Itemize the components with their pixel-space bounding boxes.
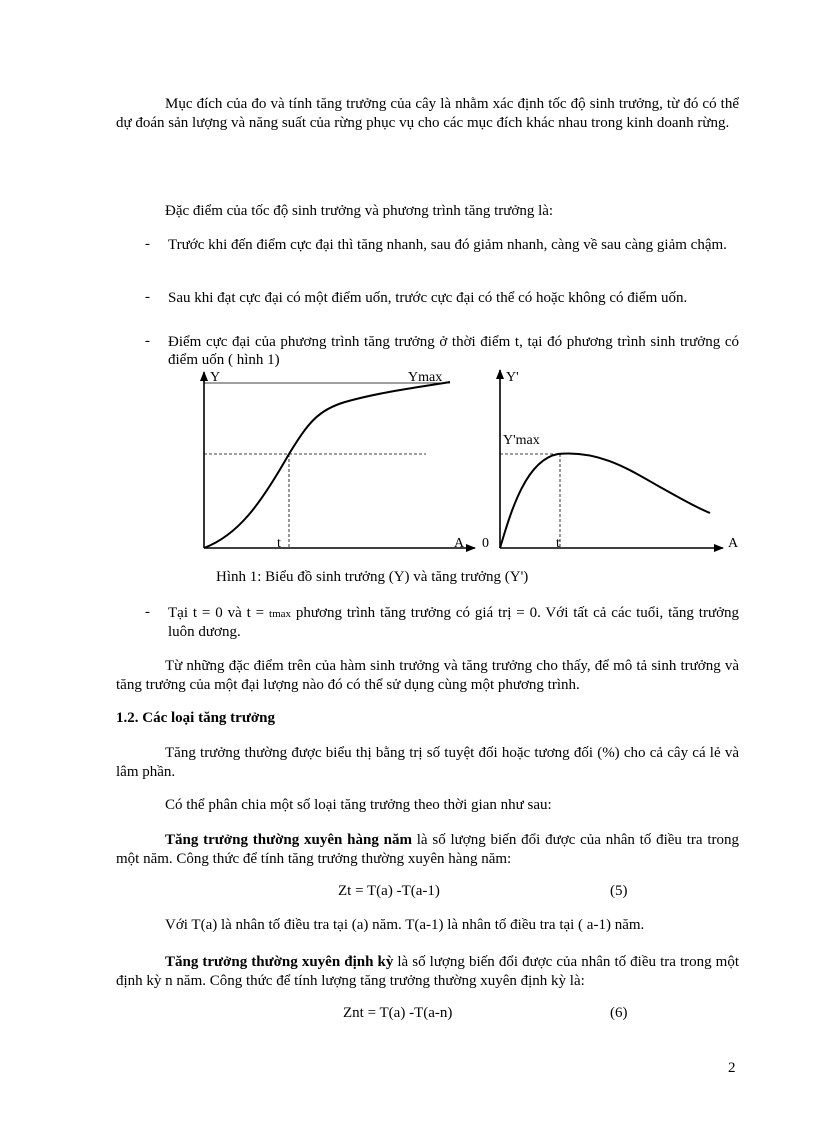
bullet-4 [168,604,739,641]
growth-figure [180,365,760,560]
bullet-dash-3: - [145,333,150,349]
periodic-term: Tăng trưởng thường xuyên định kỳ [165,954,394,970]
left-ymax-label: Ymax [408,370,443,385]
tmax-term: tmax [269,608,292,620]
periodic-paragraph [116,953,739,991]
left-y-label: Y [210,370,221,385]
increment-curve [500,453,710,548]
bullet-4-pre: Tại t = 0 và t = [168,605,270,621]
annual-paragraph [116,831,739,869]
intro-paragraph: Mục đích của đo và tính tăng trưởng của cây là nhằm xác định tốc độ sinh trưởng, từ đó có thể dự đoán sản lượng và năng suất của rừng phục vụ cho các mục đích khác nhau trong kinh doanh rừng. [116,96,739,131]
page-number: 2 [728,1060,736,1076]
left-x-label: A [454,536,465,551]
bullet-dash-4: - [145,604,150,620]
formula-5-number: (5) [610,883,628,899]
formula-5: Zt = T(a) -T(a-1) [338,883,440,899]
bullet-3: Điểm cực đại của phương trình tăng trưởng ở thời điểm t, tại đó phương trình sinh trưởng có điểm uốn ( hình 1) [168,334,739,368]
right-x-label: A [728,536,739,551]
right-y-label: Y' [506,370,519,385]
divide-paragraph: Có thể phân chia một số loại tăng trưởng theo thời gian như sau: [165,797,552,813]
periodic-text: là số lượng biến đổi được của nhân tố điều tra trong một định kỳ n năm. Công thức để tính lượng tăng trưởng thường xuyên định kỳ là: [116,954,740,989]
right-t-label: t [556,536,560,551]
annual-term: Tăng trưởng thường xuyên hàng năm [165,832,412,848]
features-heading: Đặc điểm của tốc độ sinh trưởng và phương trình tăng trưởng là: [165,203,554,219]
formula-6-number: (6) [610,1005,628,1021]
bullet-1: Trước khi đến điểm cực đại thì tăng nhanh, sau đó giảm nhanh, càng về sau càng giảm chậm. [168,237,727,253]
from-features-paragraph: Từ những đặc điểm trên của hàm sinh trưởng và tăng trưởng cho thấy, để mô tả sinh trưởng và tăng trưởng của một đại lượng nào đó có thể sử dụng cùng một phương trình. [116,658,739,693]
left-t-label: t [277,536,281,551]
where-line: Với T(a) là nhân tố điều tra tại (a) năm. T(a-1) là nhân tố điều tra tại ( a-1) năm. [165,917,645,933]
bullet-4-post: phương trình tăng trưởng có giá trị = 0. Với tất cả các tuổi, tăng trưởng luôn dương. [168,605,740,640]
right-origin-label: 0 [482,536,489,551]
types-paragraph: Tăng trưởng thường được biểu thị bằng trị số tuyệt đối hoặc tương đối (%) cho cả cây cá lẻ và lâm phần. [116,745,739,780]
section-title: 1.2. Các loại tăng trưởng [116,710,275,726]
bullet-dash-1: - [145,236,150,252]
bullet-dash-2: - [145,289,150,305]
annual-text: là số lượng biến đổi được của nhân tố điều tra trong một năm. Công thức để tính tăng trưởng thường xuyên hàng năm: [116,832,739,867]
bullet-2: Sau khi đạt cực đại có một điểm uốn, trước cực đại có thể có hoặc không có điểm uốn. [168,290,688,306]
figure-caption: Hình 1: Biểu đồ sinh trưởng (Y) và tăng trưởng (Y') [216,569,529,585]
formula-6: Znt = T(a) -T(a-n) [343,1005,453,1021]
growth-curve [204,382,450,548]
right-ymax-label: Y'max [503,433,540,448]
